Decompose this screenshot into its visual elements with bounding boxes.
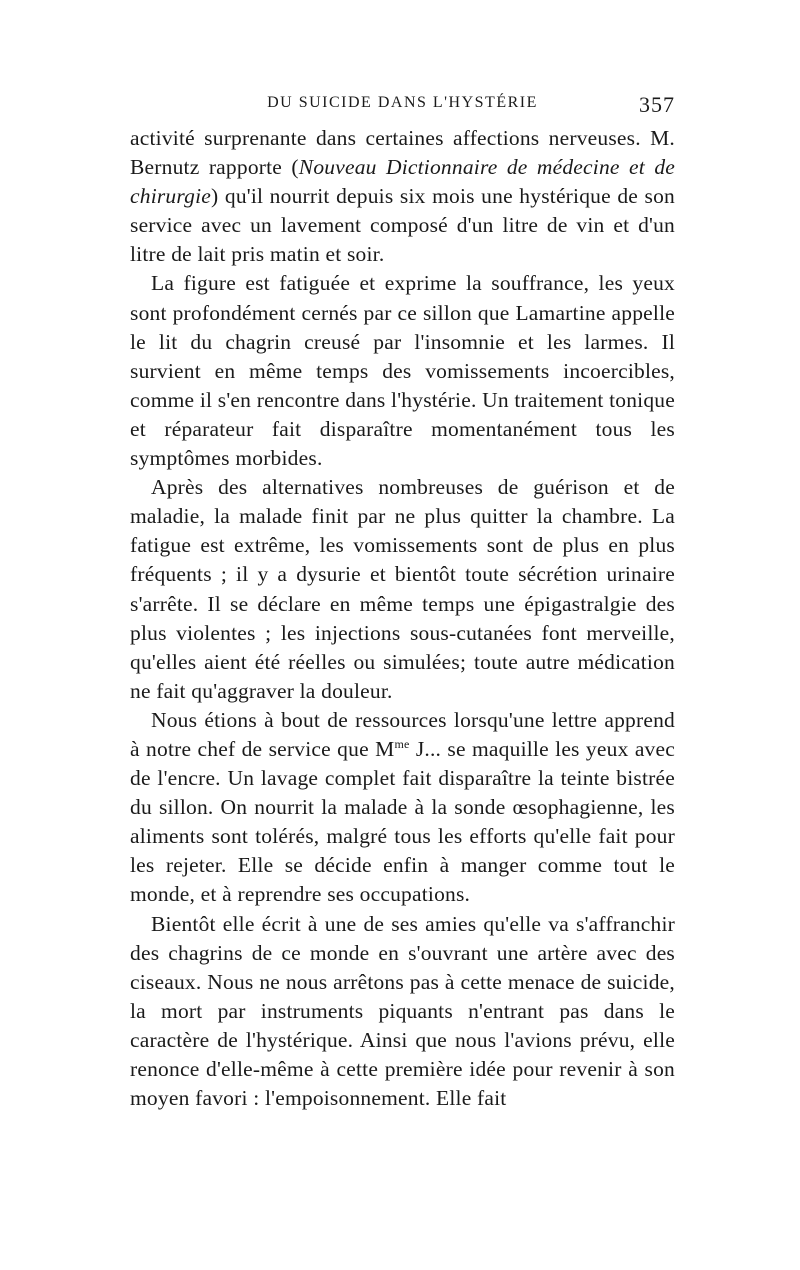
paragraph-4 xyxy=(130,706,675,910)
body-text xyxy=(130,124,675,1113)
paragraph-3: Après des alternatives nombreuses de guérison et de maladie, la malade finit par ne plus quitter la chambre. La fatigue est extrême, les vomissements sont de plus en plus fréquents ; il y a dysurie et bientôt toute sécrétion urinaire s'arrête. Il se déclare en même temps une épigastralgie des plus violentes ; les injections sous-cutanées font merveille, qu'elles aient été réelles ou simulées; toute autre médication ne fait qu'aggraver la douleur. xyxy=(130,475,675,703)
paragraph-4-text-b: J... se maquille les yeux avec de l'encre. Un lavage complet fait disparaître la teinte bistrée du sillon. On nourrit la malade à la sonde œsophagienne, les aliments sont tolérés, malgré tous les efforts qu'elle fait pour les rejeter. Elle se décide enfin à manger comme tout le monde, et à reprendre ses occupations. xyxy=(130,736,675,907)
paragraph-2: La figure est fatiguée et exprime la souffrance, les yeux sont profondément cernés par ce sillon que Lamartine appelle le lit du chagrin creusé par l'insomnie et les larmes. Il survient en même temps des vomissements incoercibles, comme il s'en rencontre dans l'hystérie. Un traitement tonique et réparateur fait disparaître momentanément tous les symptômes morbides. xyxy=(130,271,675,471)
page-number: 357 xyxy=(639,92,675,117)
paragraph-4-text-a: Nous étions à bout de ressources lorsqu'une lettre apprend à notre chef de service que M xyxy=(130,707,675,761)
paragraph-1 xyxy=(130,124,675,269)
paragraph-5: Bientôt elle écrit à une de ses amies qu'elle va s'affranchir des chagrins de ce monde en s'ouvrant une artère avec des ciseaux. Nous ne nous arrêtons pas à cette menace de suicide, la mort par instruments piquants n'entrant pas dans le caractère de l'hystérique. Ainsi que nous l'avions prévu, elle renonce d'elle-même à cette première idée pour revenir à son moyen favori : l'empoisonnement. Elle fait xyxy=(130,911,675,1111)
running-title: DU SUICIDE DANS L'HYSTÉRIE xyxy=(267,94,538,111)
cited-work-title: Nouveau Dictionnaire de médecine et de chirurgie xyxy=(130,155,676,209)
running-head xyxy=(130,92,675,122)
superscript-me: me xyxy=(394,736,410,751)
paragraph-1-text-b: ) qu'il nourrit depuis six mois une hystérique de son service avec un lavement composé d'un litre de vin et d'un litre de lait pris matin et soir. xyxy=(130,184,675,267)
paragraph-1-text-a: activité surprenante dans certaines affections nerveuses. M. Bernutz rapporte ( xyxy=(130,126,675,180)
